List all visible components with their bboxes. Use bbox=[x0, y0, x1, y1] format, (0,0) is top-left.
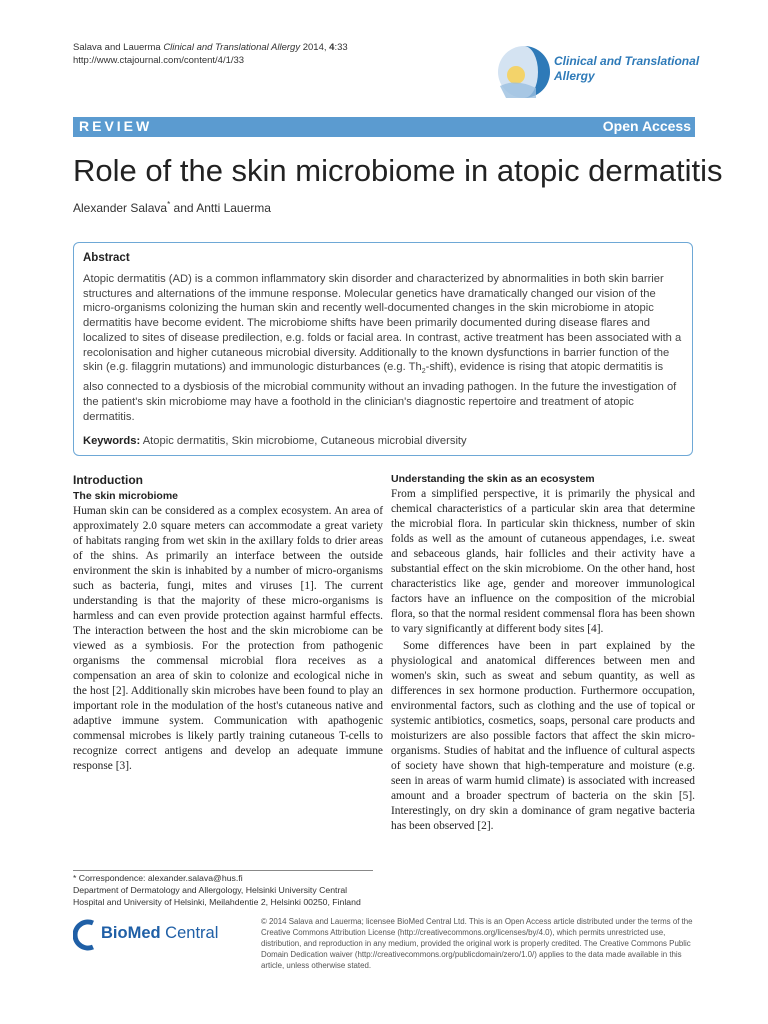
abstract-text: Atopic dermatitis (AD) is a common inflammatory skin disorder and characterized by abnormalities in both skin barrier structures and alternations of the immune response. Molecular genetics have dramatically changed our vision of the micro-organisms colonizing the human skin and recently well-documented changes in the skin microbiome in atopic dermatitis have become evident. The microbiome shifts have been primarily documented during disease flares and localized to sites of disease predilection, e.g. folds or facial area. In contrast, active treatment has been associated with a recolonisation and higher cutaneous microbial diversity. Additionally to the known dysfunctions in barrier function of the skin (e.g. filaggrin mutations) and immunologic disturbances (e.g. $Th_2-shift$), evidence is rising that atopic dermatitis is also connected to a dysbiosis of the microbial community without an invading pathogen. In the future the investigation of the patient's skin microbiome may have a foothold in the clinician's diagnostic repertoire and treatment of atopic dermatitis. bbox=[83, 273, 682, 423]
subsection-heading: Understanding the skin as an ecosystem bbox=[391, 473, 595, 485]
publisher-logo bbox=[73, 917, 233, 953]
affiliation: Department of Dermatology and Allergology, Helsinki University Central Hospital and University of Helsinki, Meilahdentie 2, Helsinki 00250, Finland bbox=[73, 885, 361, 907]
publisher-logo-icon bbox=[73, 917, 101, 953]
article-title: Role of the skin microbiome in atopic dermatitis bbox=[73, 153, 723, 188]
body-column-left bbox=[73, 472, 383, 774]
abstract-heading: Abstract bbox=[83, 252, 130, 264]
corresponding-marker: * bbox=[167, 200, 171, 209]
license-notice: © 2014 Salava and Lauerma; licensee BioMed Central Ltd. This is an Open Access article distributed under the terms of the Creative Commons Attribution License (http://creativecommons.org/licenses/by/4.0), which permits unrestricted use, distribution, and reproduction in any medium, provided the original work is properly credited. The Creative Commons Public Domain Dedication waiver (http://creativecommons.org/publicdomain/zero/1.0/) applies to the data made available in this article, unless otherwise stated. bbox=[261, 917, 693, 970]
article-type-label: REVIEW bbox=[79, 118, 153, 134]
journal-logo-icon bbox=[496, 42, 552, 104]
article-type-banner bbox=[73, 117, 695, 137]
citation-line: Salava and Lauerma Clinical and Translational Allergy 2014, 4:33 bbox=[73, 42, 348, 53]
keywords-label: Keywords: bbox=[83, 435, 141, 447]
body-paragraph: Human skin can be considered as a complex ecosystem. An area of approximately 2.0 square meters can accommodate a great variety of habitats ranging from wet skin in the axillary folds to drier areas of the shins. As primarily an interface between the outside environment the skin is inhabited by a number of micro-organisms such as bacteria, fungi, mites and viruses [1]. The current understanding is that the majority of these micro-organisms is harmless and can even provide protection against harmful effects. The interaction between the host and the skin microbiome can be viewed as a symbiosis. For the protection from pathogenic organisms the commensal microbial flora receives as a compensation an area of skin to colonize and ecological niche in the host [2]. Additionally skin microbes have been found to play an important role in the modulation of the host's cutaneous native and adaptive immune system. Communication with apathogenic commensal microbes is likely partly training cutaneous T-cells to recognize correct antigens and develop an adequate immune response [3]. bbox=[73, 505, 383, 772]
journal-logo bbox=[496, 42, 701, 104]
subsection-heading: The skin microbiome bbox=[73, 490, 179, 502]
open-access-label: Open Access bbox=[602, 118, 691, 134]
header-citation bbox=[73, 41, 348, 67]
body-column-right bbox=[391, 472, 695, 834]
keywords-list: Atopic dermatitis, Skin microbiome, Cutaneous microbial diversity bbox=[140, 435, 467, 447]
citation-journal: Clinical and Translational Allergy bbox=[163, 42, 301, 53]
correspondence-email[interactable]: * Correspondence: alexander.salava@hus.fi bbox=[73, 873, 243, 883]
correspondence-footnote bbox=[73, 870, 373, 908]
body-paragraph: Some differences have been in part explained by the physiological and anatomical differences between men and women's skin, such as sweat and sebum quantity, as well as differences in sex hormone production. Furthermore occupation, environmental factors, such as clothing and the use of topical or systemic antibiotics, cosmetics, soaps, personal care products and moisturizers are also possible factors that affect the skin micro-organisms. Studies of habitat and the influence of cultural aspects of society have shown that high-temperature and moisture (e.g. seen in areas of warm humid climate) is associated with increased amount and a broader spectrum of bacteria on the skin [5]. Interestingly, on dry skin a dominance of gram negative bacteria has been observed [2]. bbox=[391, 640, 695, 832]
body-paragraph: From a simplified perspective, it is primarily the physical and chemical characteristics of a particular skin area that determine the microbial flora. In particular skin thickness, number of skin folds as well as the amount of cutaneous appendages, i.e. sweat and sebaceous glands, hair follicles and their activity have a substantial effect on the skin microbiome. On the other hand, host characteristics like age, gender and moreover immunological factors have an influence on the composition of the microbial flora, so that the normal resident commensal flora has been shown to vary significantly at different body sites [4]. bbox=[391, 488, 695, 635]
abstract-box bbox=[73, 242, 693, 456]
section-heading: Introduction bbox=[73, 473, 143, 487]
citation-url[interactable]: http://www.ctajournal.com/content/4/1/33 bbox=[73, 55, 245, 66]
keywords bbox=[83, 435, 467, 447]
author-name[interactable]: Antti Lauerma bbox=[196, 201, 271, 215]
journal-name: Clinical and Translational Allergy bbox=[554, 54, 700, 83]
citation-volume: 4 bbox=[329, 42, 335, 53]
publisher-name: BioMed Central bbox=[101, 924, 219, 942]
author-list: Alexander Salava* and Antti Lauerma bbox=[73, 200, 271, 215]
author-name[interactable]: Alexander Salava bbox=[73, 201, 168, 215]
